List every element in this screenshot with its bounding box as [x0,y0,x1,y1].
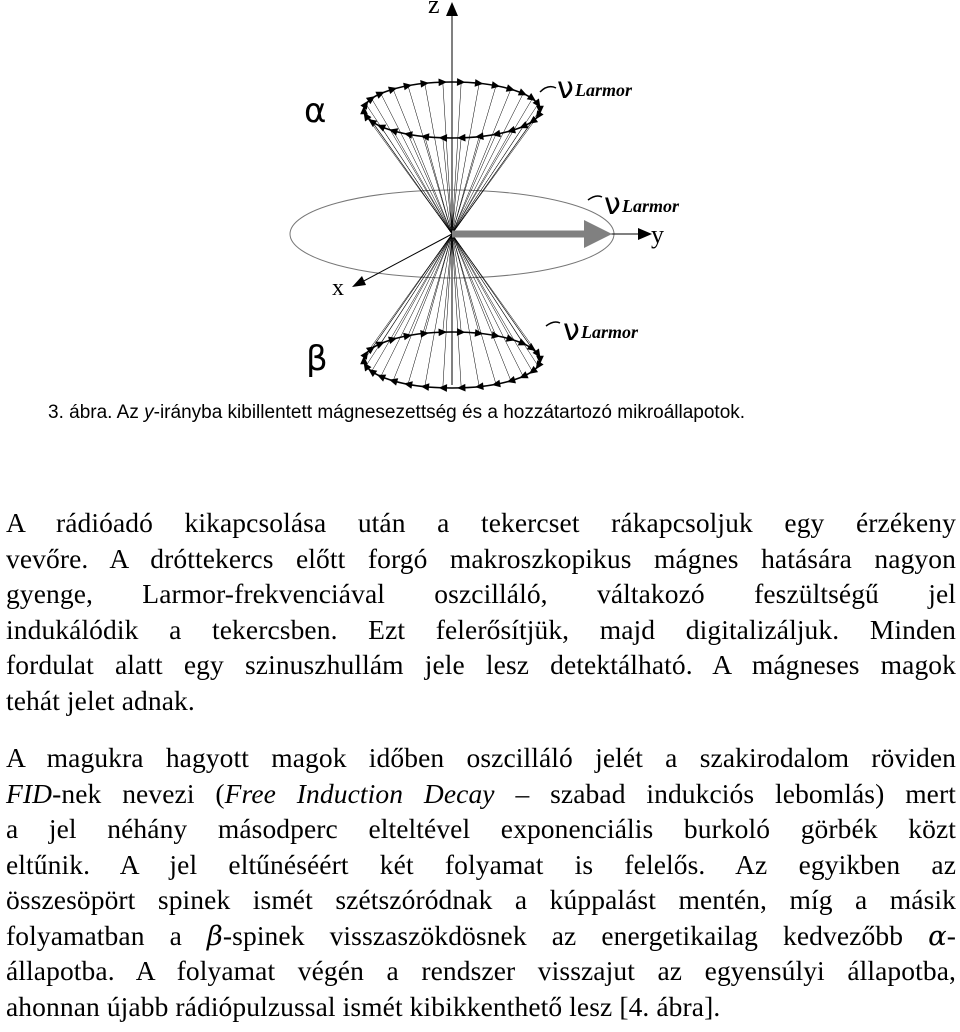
paragraph-1 [6,505,956,718]
spin-vector [452,234,511,381]
spin-vector [452,234,461,388]
y-axis-arrow-icon [638,228,652,240]
beta-symbol: β [206,919,223,952]
p2-line: eltűnik. A jel eltűnéséért két folyamat is felelős. Az egyikben az [6,848,956,880]
spin-vector [381,234,452,344]
p1-line: fordulat alatt egy szinuszhullám jele lesz detektálható. A mágneses magok [6,649,956,680]
spin-vector [452,131,511,234]
spin-vector [452,234,461,332]
figure-caption [48,400,948,426]
precession-arrow-icon [491,331,500,339]
z-axis-arrow-icon [446,2,458,16]
svg-text:ν: ν [557,71,574,106]
magnetization-arrow-icon [584,220,612,248]
larmor-label-top [540,71,633,106]
svg-text:ν: ν [563,313,580,348]
p2-line: A magukra hagyott magok időben oszcilláló jelét a szakirodalom röviden [6,742,956,773]
spin-vector [443,234,452,388]
svg-text:Larmor: Larmor [581,322,639,342]
p2-line: a jel néhány másodperc elteltével exponenciális burkoló görbék közt [6,813,956,844]
caption-italic: y [144,402,154,423]
spin-vector [408,234,452,336]
spin-vector [452,234,479,333]
caption-prefix: 3. ábra. Az [48,402,145,423]
spin-vector [452,234,523,344]
spin-vector [364,110,452,234]
precession-arrow-icon [491,81,500,89]
axis-z-label: z [428,0,440,19]
p2-line: folyamatban a β-spinek visszaszökdösnek az energetikailag kedvezőbb α- [6,919,956,952]
p2-line: ahonnan újabb rádiópulzussal ismét kibikkenthető lesz [4. ábra]. [6,990,721,1022]
spin-vector [452,82,461,234]
svg-text:Larmor: Larmor [575,80,633,100]
spin-vector [443,138,452,234]
x-axis-arrow-icon [352,276,366,287]
svg-text:ν: ν [604,187,621,222]
spin-vector [452,138,461,234]
spin-vector [452,234,496,336]
spin-vector [452,234,511,339]
axis-y-label: y [651,220,664,249]
spin-vector [443,82,452,234]
alpha-label: α [304,91,327,131]
precession-arrow-icon [368,369,377,377]
precession-arrow-icon [527,93,536,101]
svg-text:Larmor: Larmor [622,196,680,216]
p2-line: összesöpört spinek ismét szétszóródnak a kúppalást mentén, míg a másik [6,884,956,915]
precession-arrow-icon [492,130,501,138]
spin-vector [443,234,452,332]
precession-arrow-icon [404,381,413,389]
larmor-label-bottom [546,313,639,348]
spin-vector [393,89,452,234]
beta-label: β [306,339,328,379]
precession-arrow-icon [368,119,377,127]
p1-line: gyenge, Larmor-frekvenciával oszcilláló, váltakozó feszültségű jel [6,578,956,609]
spin-vector [452,134,496,234]
spin-vector [452,89,511,234]
p1-line: tehát jelet adnak. [6,684,195,716]
precession-arrow-icon [492,380,501,388]
alpha-symbol: α [928,919,947,952]
spin-vector [366,104,452,234]
p1-line: indukálódik a tekercsben. Ezt felerősítjük, majd digitalizáljuk. Minden [6,613,956,645]
precession-arrow-icon [457,134,466,142]
p2-line: FID-nek nevezi (Free Induction Decay – szabad indukciós lebomlás) mert [6,777,956,809]
precession-arrow-icon [403,83,412,91]
p2-line: állapotba. A folyamat végén a rendszer visszajut az egyensúlyi állapotba, [6,955,956,986]
spin-vector [408,134,452,234]
p1-line: A rádióadó kikapcsolása után a tekercset rákapcsoljuk egy érzékeny [6,507,956,538]
p1-line: vevőre. A dróttekercs előtt forgó makroszkopikus mágnes hatására nagyon [6,542,956,574]
caption-rest: -irányba kibillentett mágnesezettség és a hozzátartozó mikroállapotok. [153,402,746,423]
spin-vector [393,131,452,234]
axis-x-label: x [332,275,344,301]
spin-vector [393,234,452,381]
spin-vector [452,104,538,234]
spin-precession-figure [0,0,960,400]
paragraph-2 [6,740,956,1024]
precession-arrow-icon [527,343,536,351]
spin-vector [425,234,452,333]
